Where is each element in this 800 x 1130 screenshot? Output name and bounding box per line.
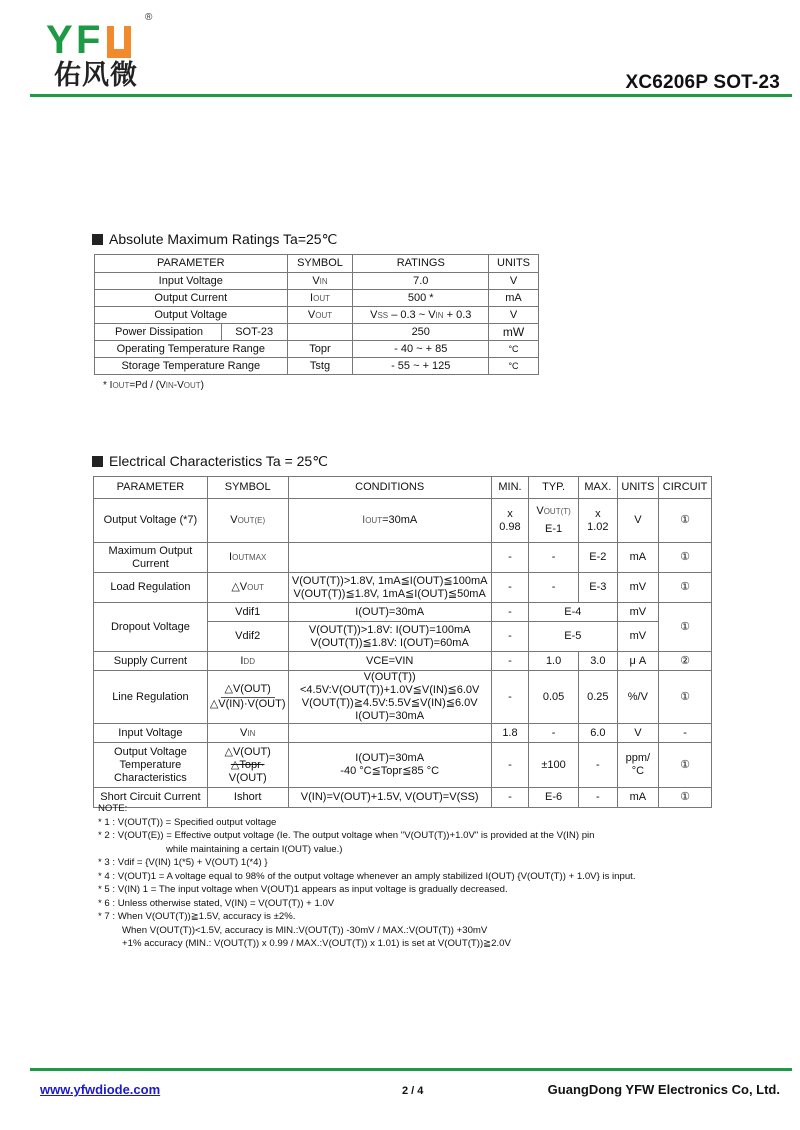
symbol-cell <box>287 324 353 341</box>
bullet-square-icon <box>92 456 103 467</box>
symbol-cell: Vdif2 <box>207 622 288 652</box>
note-4: * 4 : V(OUT)1 = A voltage equal to 98% of the output voltage whenever an amply stabilized I(OUT) {V(OUT(T)) + 1.0V} is input. <box>98 870 636 882</box>
conditions-cell: VCE=VIN <box>288 652 491 671</box>
rating-cell: 500 * <box>353 290 489 307</box>
rating-cell: - 40 ~ + 85 <box>353 341 489 358</box>
table-row-load-regulation <box>94 573 712 603</box>
table-row <box>95 273 539 290</box>
col-header-symbol: SYMBOL <box>287 255 353 273</box>
unit-cell: V <box>617 724 659 743</box>
unit-cell: mV <box>617 622 659 652</box>
unit-cell: mV <box>617 573 659 603</box>
unit-cell: °C <box>489 341 539 358</box>
circuit-cell: ① <box>659 543 712 573</box>
param-cell: Line Regulation <box>94 671 208 724</box>
symbol-cell: VIN <box>287 273 353 290</box>
symbol-cell: VOUT(E) <box>207 499 288 543</box>
col-header-max: MAX. <box>579 477 617 499</box>
typ-cell: - <box>529 573 579 603</box>
abs-max-title-text: Absolute Maximum Ratings Ta=25℃ <box>109 231 338 247</box>
registered-mark: ® <box>145 12 153 23</box>
min-cell: - <box>491 622 528 652</box>
symbol-cell: △V(OUT) △V(IN)·V(OUT) <box>207 671 288 724</box>
max-cell: 0.25 <box>579 671 617 724</box>
typ-cell: - <box>529 543 579 573</box>
param-cell: Dropout Voltage <box>94 603 208 652</box>
table-row <box>95 358 539 375</box>
max-cell: x 1.02 <box>579 499 617 543</box>
col-header-typ: TYP. <box>529 477 579 499</box>
rating-cell: - 55 ~ + 125 <box>353 358 489 375</box>
website-link[interactable]: www.yfwdiode.com <box>40 1082 161 1097</box>
symbol-cell: △V(OUT) △Topr· V(OUT) <box>207 743 288 788</box>
min-cell: x 0.98 <box>491 499 528 543</box>
circuit-cell: ① <box>659 671 712 724</box>
note-5: * 5 : V(IN) 1 = The input voltage when V(OUT)1 appears as input voltage is gradually decreased. <box>98 884 508 895</box>
symbol-cell: VIN <box>207 724 288 743</box>
table-row-input-voltage <box>94 724 712 743</box>
min-cell: - <box>491 652 528 671</box>
typ-cell: VOUT(T) E-1 <box>529 499 579 543</box>
abs-max-table <box>94 254 539 375</box>
unit-cell: V <box>489 273 539 290</box>
table-row-max-output-current <box>94 543 712 573</box>
symbol-cell: Tstg <box>287 358 353 375</box>
unit-cell: °C <box>489 358 539 375</box>
col-header-units: UNITS <box>617 477 659 499</box>
note-6: * 6 : Unless otherwise stated, V(IN) = V(OUT(T)) + 1.0V <box>98 897 335 909</box>
conditions-cell: IOUT=30mA <box>288 499 491 543</box>
bullet-square-icon <box>92 234 103 245</box>
table-row-line-regulation <box>94 671 712 724</box>
symbol-cell: IOUT <box>287 290 353 307</box>
note-3: * 3 : Vdif = {V(IN) 1(*5) + V(OUT) 1(*4) } <box>98 857 268 868</box>
min-cell: - <box>491 743 528 788</box>
circuit-cell: ① <box>659 573 712 603</box>
table-header-row <box>95 255 539 273</box>
min-cell: 1.8 <box>491 724 528 743</box>
param-cell: Output Current <box>95 290 288 307</box>
max-cell: 6.0 <box>579 724 617 743</box>
conditions-cell: V(IN)=V(OUT)+1.5V, V(OUT)=V(SS) <box>288 788 491 808</box>
rating-cell: 250 <box>353 324 489 341</box>
conditions-cell: I(OUT)=30mA <box>288 603 491 622</box>
unit-cell: mA <box>617 788 659 808</box>
typ-max-cell: E-4 <box>529 603 617 622</box>
max-cell: - <box>579 743 617 788</box>
note-1: * 1 : V(OUT(T)) = Specified output voltage <box>98 816 277 828</box>
table-row <box>95 290 539 307</box>
col-header-symbol: SYMBOL <box>207 477 288 499</box>
max-cell: - <box>579 788 617 808</box>
min-cell: - <box>491 603 528 622</box>
company-name: GuangDong YFW Electronics Co, Ltd. <box>547 1082 780 1097</box>
logo-letter-y: Y <box>46 18 72 62</box>
notes-block <box>98 802 636 951</box>
note-7: * 7 : When V(OUT(T))≧1.5V, accuracy is ±2%. <box>98 911 296 922</box>
symbol-cell: Ishort <box>207 788 288 808</box>
unit-cell: V <box>617 499 659 543</box>
typ-cell: 1.0 <box>529 652 579 671</box>
typ-cell: - <box>529 724 579 743</box>
notes-heading: NOTE: <box>98 803 128 814</box>
table-row <box>95 324 539 341</box>
note-2: * 2 : V(OUT(E)) = Effective output voltage (Ie. The output voltage when "V(OUT(T))+1.0V" is provided at the V(IN) pin <box>98 830 595 841</box>
col-header-conditions: CONDITIONS <box>288 477 491 499</box>
document-title: XC6206P SOT-23 <box>625 72 780 93</box>
param-cell: Operating Temperature Range <box>95 341 288 358</box>
package-cell: SOT-23 <box>221 324 287 341</box>
table-row <box>95 307 539 324</box>
abs-max-footnote: * IOUT=Pd / (VIN-VOUT) <box>103 380 204 391</box>
col-header-circuit: CIRCUIT <box>659 477 712 499</box>
typ-cell: E-6 <box>529 788 579 808</box>
symbol-cell: Vdif1 <box>207 603 288 622</box>
elec-title-text: Electrical Characteristics Ta = 25℃ <box>109 453 328 469</box>
typ-cell: ±100 <box>529 743 579 788</box>
unit-cell: mA <box>617 543 659 573</box>
conditions-cell <box>288 543 491 573</box>
circuit-cell: ① <box>659 788 712 808</box>
logo-letter-u-icon <box>107 26 131 58</box>
typ-cell: 0.05 <box>529 671 579 724</box>
unit-cell: ppm/ °C <box>617 743 659 788</box>
note-7-cont-2: +1% accuracy (MIN.: V(OUT(T)) x 0.99 / MAX.:V(OUT(T)) x 1.01) is set at V(OUT(T))≧2.0V <box>122 938 511 949</box>
min-cell: - <box>491 671 528 724</box>
conditions-cell: V(OUT(T))>1.8V, 1mA≦I(OUT)≦100mA V(OUT(T))≦1.8V, 1mA≦I(OUT)≦50mA <box>288 573 491 603</box>
note-7-cont-1: When V(OUT(T))<1.5V, accuracy is MIN.:V(OUT(T)) -30mV / MAX.:V(OUT(T)) +30mV <box>122 924 488 936</box>
abs-max-section-title <box>92 231 337 248</box>
table-row-temp-characteristics <box>94 743 712 788</box>
col-header-parameter: PARAMETER <box>94 477 208 499</box>
param-cell: Power Dissipation <box>95 324 222 341</box>
rating-cell: 7.0 <box>353 273 489 290</box>
symbol-cell: IDD <box>207 652 288 671</box>
circuit-cell: ① <box>659 499 712 543</box>
min-cell: - <box>491 573 528 603</box>
max-cell: 3.0 <box>579 652 617 671</box>
unit-cell: mV <box>617 603 659 622</box>
param-cell: Load Regulation <box>94 573 208 603</box>
min-cell: - <box>491 543 528 573</box>
circuit-cell: ② <box>659 652 712 671</box>
logo-chinese-name: 佑风微 <box>54 60 138 91</box>
param-cell: Output Voltage <box>95 307 288 324</box>
conditions-cell <box>288 724 491 743</box>
col-header-ratings: RATINGS <box>353 255 489 273</box>
circuit-cell: ① <box>659 743 712 788</box>
typ-max-cell: E-5 <box>529 622 617 652</box>
circuit-cell: ① <box>659 603 712 652</box>
table-row-supply-current <box>94 652 712 671</box>
symbol-cell: IOUTMAX <box>207 543 288 573</box>
rating-cell: VSS – 0.3 ~ VIN + 0.3 <box>353 307 489 324</box>
conditions-cell: V(OUT(T))>1.8V: I(OUT)=100mA V(OUT(T))≦1.8V: I(OUT)=60mA <box>288 622 491 652</box>
col-header-parameter: PARAMETER <box>95 255 288 273</box>
param-cell: Maximum Output Current <box>94 543 208 573</box>
param-cell: Output Voltage (*7) <box>94 499 208 543</box>
table-row-output-voltage <box>94 499 712 543</box>
conditions-cell: V(OUT(T))<4.5V:V(OUT(T))+1.0V≦V(IN)≦6.0V V(OUT(T))≧4.5V:5.5V≦V(IN)≦6.0V I(OUT)=30mA <box>288 671 491 724</box>
unit-cell: μ A <box>617 652 659 671</box>
param-cell: Input Voltage <box>95 273 288 290</box>
circuit-cell: - <box>659 724 712 743</box>
note-2-cont: while maintaining a certain I(OUT) value.) <box>166 843 343 855</box>
conditions-cell: I(OUT)=30mA -40 °C≦Topr≦85 °C <box>288 743 491 788</box>
symbol-cell: △VOUT <box>207 573 288 603</box>
unit-cell: V <box>489 307 539 324</box>
param-cell: Storage Temperature Range <box>95 358 288 375</box>
table-row-dropout-vdif1 <box>94 603 712 622</box>
header-divider <box>30 94 792 97</box>
symbol-cell: VOUT <box>287 307 353 324</box>
elec-table <box>93 476 712 808</box>
unit-cell: %/V <box>617 671 659 724</box>
company-logo <box>46 12 156 96</box>
min-cell: - <box>491 788 528 808</box>
table-header-row <box>94 477 712 499</box>
footer-divider <box>30 1068 792 1071</box>
col-header-min: MIN. <box>491 477 528 499</box>
param-cell: Output Voltage Temperature Characteristics <box>94 743 208 788</box>
unit-cell: mA <box>489 290 539 307</box>
param-cell: Input Voltage <box>94 724 208 743</box>
param-cell: Supply Current <box>94 652 208 671</box>
max-cell: E-3 <box>579 573 617 603</box>
logo-letter-f: F <box>76 18 100 62</box>
col-header-units: UNITS <box>489 255 539 273</box>
max-cell: E-2 <box>579 543 617 573</box>
table-row <box>95 341 539 358</box>
elec-section-title <box>92 453 328 470</box>
param-cell: Short Circuit Current <box>94 788 208 808</box>
page-number: 2 / 4 <box>402 1085 424 1097</box>
unit-cell: mW <box>489 324 539 341</box>
symbol-cell: Topr <box>287 341 353 358</box>
